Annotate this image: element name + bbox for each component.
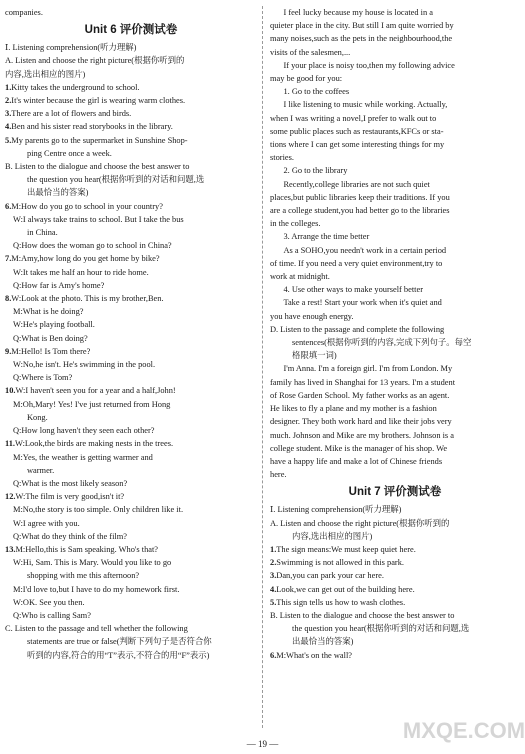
text-line: M:I'd love to,but I have to do my homework first. bbox=[13, 584, 180, 594]
question-line bbox=[5, 490, 257, 503]
passage-line: I like listening to music while working. Actually, bbox=[283, 100, 448, 110]
passage-line: work at midnight. bbox=[270, 272, 330, 282]
text-line: M:What is he doing? bbox=[13, 307, 84, 317]
question-line bbox=[5, 345, 257, 358]
text-line: 听到的内容,符合的用“T”表示,不符合的用“F”表示) bbox=[27, 650, 210, 660]
question-line bbox=[270, 596, 520, 609]
question-line bbox=[270, 569, 520, 582]
left-column bbox=[5, 6, 257, 732]
question-text: Dan,you can park your car here. bbox=[276, 571, 384, 581]
question-line bbox=[5, 543, 257, 556]
question-text: It's winter because the girl is wearing warm clothes. bbox=[11, 96, 186, 106]
text-line: 出最恰当的答案) bbox=[27, 188, 89, 198]
question-text: This sign tells us how to wash clothes. bbox=[276, 597, 406, 607]
passage-line: tions where I can get some interesting things for my bbox=[270, 140, 445, 150]
question-number: 12. bbox=[5, 492, 16, 502]
text-line: Q:Who is calling Sam? bbox=[13, 610, 91, 620]
passage-line: visits of the salesmen,... bbox=[270, 47, 351, 57]
passage-line: you have enough energy. bbox=[270, 311, 354, 321]
question-text: There are a lot of flowers and birds. bbox=[11, 109, 132, 119]
right-column bbox=[270, 6, 520, 732]
text-line: W:It takes me half an hour to ride home. bbox=[13, 267, 149, 277]
column-divider bbox=[262, 6, 263, 728]
passage-line: much. Johnson and Mike are my brothers. Johnson is a bbox=[270, 430, 454, 440]
passage-line: quieter place in the city. But still I am quite worried by bbox=[270, 21, 454, 31]
question-line bbox=[5, 81, 257, 94]
passage-line: As a SOHO,you needn't work in a certain period bbox=[283, 245, 447, 255]
question-number: 4. bbox=[5, 122, 12, 132]
question-text: My parents go to the supermarket in Sunshine Shop- bbox=[11, 135, 188, 145]
passage-line: of Rose Garden School. My father works as an agent. bbox=[270, 390, 450, 400]
text-line: M:No,the story is too simple. Only children like it. bbox=[13, 505, 184, 515]
question-number: 6. bbox=[5, 201, 12, 211]
question-line bbox=[270, 649, 520, 662]
text-line: Q:What is Ben doing? bbox=[13, 333, 88, 343]
question-number: 9. bbox=[5, 346, 12, 356]
text-line: M:Yes, the weather is getting warmer and bbox=[13, 452, 153, 462]
passage-line: in the colleges. bbox=[270, 219, 321, 229]
question-text: M:What's on the wall? bbox=[276, 650, 352, 660]
question-text: W:Look,the birds are making nests in the trees. bbox=[15, 439, 174, 449]
question-number: 8. bbox=[5, 294, 12, 304]
passage-line: 1. Go to the coffees bbox=[283, 87, 350, 97]
question-text: M:Hello! Is Tom there? bbox=[11, 346, 91, 356]
text-line: Ⅰ. Listening comprehension(听力理解) bbox=[270, 505, 402, 515]
text-line: Q:What do they think of the film? bbox=[13, 531, 127, 541]
question-text: W:I haven't seen you for a year and a half,John! bbox=[15, 386, 176, 396]
text-line: warmer. bbox=[27, 465, 55, 475]
watermark-logo bbox=[402, 710, 525, 748]
question-text: Look,we can get out of the building here. bbox=[276, 584, 415, 594]
question-line bbox=[5, 134, 257, 147]
text-line: W:No,he isn't. He's swimming in the pool. bbox=[13, 360, 156, 370]
question-line bbox=[5, 120, 257, 133]
text-line: A. Listen and choose the right picture(根据你听到的 bbox=[270, 518, 450, 528]
question-text: W:Look at the photo. This is my brother,Ben. bbox=[11, 294, 164, 304]
question-text: The sign means:We must keep quiet here. bbox=[276, 544, 416, 554]
text-line: ping Centre once a week. bbox=[27, 148, 112, 158]
text-line: D. Listen to the passage and complete the following bbox=[270, 324, 445, 334]
text-line: shopping with me this afternoon? bbox=[27, 571, 140, 581]
question-line bbox=[5, 437, 257, 450]
question-line bbox=[270, 583, 520, 596]
text-line: statements are true or false(判断下列句子是否符合你 bbox=[27, 637, 212, 647]
question-number: 13. bbox=[5, 544, 16, 554]
question-line bbox=[5, 200, 257, 213]
watermark-text: MXQE.COM bbox=[402, 718, 525, 743]
text-line: W:He's playing football. bbox=[13, 320, 95, 330]
text-line: 出最恰当的答案) bbox=[292, 637, 354, 647]
text-line: Q:Where is Tom? bbox=[13, 373, 73, 383]
passage-line: may be good for you: bbox=[270, 74, 343, 84]
text-line: A. Listen and choose the right picture(根据你听到的 bbox=[5, 56, 185, 66]
question-text: Ben and his sister read storybooks in the library. bbox=[11, 122, 173, 132]
passage-line: when I was writing a novel,I prefer to walk out to bbox=[270, 113, 437, 123]
text-line: W:I agree with you. bbox=[13, 518, 80, 528]
text-line: Q:What is the most likely season? bbox=[13, 478, 128, 488]
text-line: Q:How long haven't they seen each other? bbox=[13, 426, 155, 436]
passage-line: some public places such as restaurants,KFCs or sta- bbox=[270, 126, 444, 136]
passage-line: I feel lucky because my house is located in a bbox=[283, 8, 433, 17]
passage-line: college student. Mike is the manager of his shop. We bbox=[270, 443, 448, 453]
question-line bbox=[5, 94, 257, 107]
text-line: W:I always take trains to school. But I take the bus bbox=[13, 214, 184, 224]
text-line: Ⅰ. Listening comprehension(听力理解) bbox=[5, 43, 137, 53]
text-line: B. Listen to the dialogue and choose the best answer to bbox=[270, 610, 455, 620]
question-number: 1. bbox=[270, 544, 277, 554]
passage-line: Take a rest! Start your work when it's quiet and bbox=[283, 298, 442, 308]
question-text: M:Hello,this is Sam speaking. Who's that? bbox=[15, 544, 159, 554]
passage-line: stories. bbox=[270, 153, 294, 163]
passage-line: If your place is noisy too,then my following advice bbox=[283, 60, 455, 70]
text-line: Q:How far is Amy's home? bbox=[13, 280, 105, 290]
text-line: in China. bbox=[27, 228, 58, 238]
question-number: 5. bbox=[5, 135, 12, 145]
passage-line: family has lived in Shanghai for 13 years. I'm a student bbox=[270, 377, 456, 387]
unit-heading: Unit 6 评价测试卷 bbox=[84, 24, 178, 37]
page-number: — 19 — bbox=[246, 739, 279, 749]
question-line bbox=[5, 292, 257, 305]
text-line: C. Listen to the passage and tell whether the following bbox=[5, 624, 188, 634]
text-line: 格限填一词) bbox=[292, 351, 337, 361]
passage-line: 4. Use other ways to make yourself better bbox=[283, 285, 423, 295]
question-text: M:Amy,how long do you get home by bike? bbox=[11, 254, 160, 264]
passage-line: 3. Arrange the time better bbox=[283, 232, 370, 242]
question-text: Kitty takes the underground to school. bbox=[11, 82, 140, 92]
text-line: sentences(根据你听到的内容,完成下列句子。每空 bbox=[292, 338, 472, 348]
question-number: 11. bbox=[5, 439, 16, 449]
passage-line: places,but public libraries keep their traditions. If you bbox=[270, 192, 450, 202]
question-number: 3. bbox=[5, 109, 12, 119]
question-number: 7. bbox=[5, 254, 12, 264]
question-line bbox=[5, 107, 257, 120]
passage-line: have a happy life and make a lot of Chinese friends bbox=[270, 456, 443, 466]
text-line: W:OK. See you then. bbox=[13, 597, 85, 607]
question-line bbox=[5, 252, 257, 265]
question-number: 10. bbox=[5, 386, 16, 396]
text-line: 内容,选出相应的图片) bbox=[5, 69, 86, 79]
question-number: 4. bbox=[270, 584, 277, 594]
question-line bbox=[270, 543, 520, 556]
question-text: W:The film is very good,isn't it? bbox=[15, 492, 125, 502]
text-line: M:Oh,Mary! Yes! I've just returned from Hong bbox=[13, 399, 171, 409]
question-text: M:How do you go to school in your country? bbox=[11, 201, 163, 211]
question-line bbox=[5, 384, 257, 397]
question-number: 5. bbox=[270, 597, 277, 607]
text-line: B. Listen to the dialogue and choose the best answer to bbox=[5, 162, 190, 172]
passage-line: designer. They both work hard and like their jobs very bbox=[270, 417, 452, 427]
text-line: the question you hear(根据你听到的对话和问题,选 bbox=[27, 175, 205, 185]
unit-heading: Unit 7 评价测试卷 bbox=[348, 486, 442, 499]
question-line bbox=[270, 556, 520, 569]
text-line: Q:How does the woman go to school in China? bbox=[13, 241, 172, 251]
passage-line: here. bbox=[270, 470, 287, 480]
passage-line: of time. If you need a very quiet environment,try to bbox=[270, 258, 443, 268]
passage-line: 2. Go to the library bbox=[283, 166, 348, 176]
question-number: 1. bbox=[5, 82, 12, 92]
question-number: 3. bbox=[270, 571, 277, 581]
question-text: Swimming is not allowed in this park. bbox=[276, 558, 404, 568]
text-line: 内容,选出相应的图片) bbox=[292, 531, 373, 541]
text-line: companies. bbox=[5, 8, 43, 17]
passage-line: He likes to fly a plane and my mother is a fashion bbox=[270, 404, 437, 414]
text-line: Kong. bbox=[27, 412, 48, 422]
passage-line: many noises,such as the pets in the neighbourhood,the bbox=[270, 34, 453, 44]
passage-line: are a college student,you had better go to the libraries bbox=[270, 206, 450, 216]
text-line: the question you hear(根据你听到的对话和问题,选 bbox=[292, 624, 470, 634]
text-line: W:Hi, Sam. This is Mary. Would you like to go bbox=[13, 558, 172, 568]
passage-line: I'm Anna. I'm a foreign girl. I'm from London. My bbox=[283, 364, 453, 374]
question-number: 2. bbox=[270, 558, 277, 568]
question-number: 2. bbox=[5, 96, 12, 106]
question-number: 6. bbox=[270, 650, 277, 660]
passage-line: Recently,college libraries are not such quiet bbox=[283, 179, 430, 189]
